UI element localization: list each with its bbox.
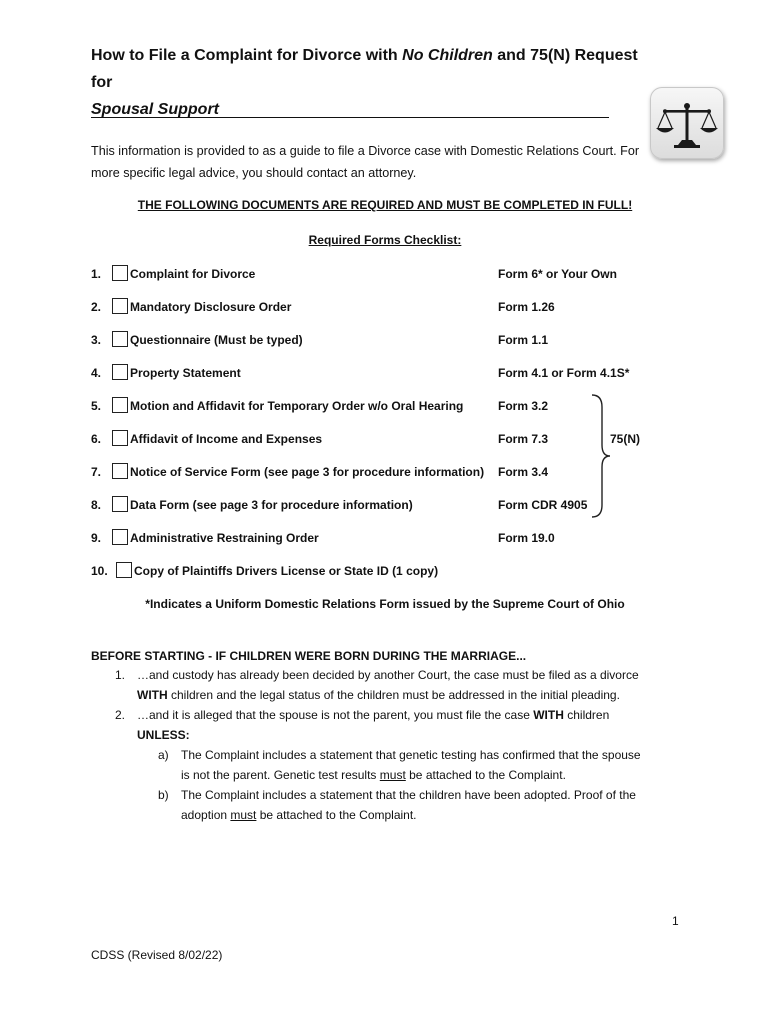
sub-item-text: adoption must be attached to the Complaint. — [181, 808, 417, 822]
checkbox[interactable] — [112, 265, 128, 281]
footnote: *Indicates a Uniform Domestic Relations Form issued by the Supreme Court of Ohio — [145, 597, 625, 611]
intro-paragraph: This information is provided to as a guide to file a Divorce case with Domestic Relations Court. For more specific legal advice, you should contact an attorney. — [91, 144, 640, 180]
footer-revision: CDSS (Revised 8/02/22) — [91, 948, 223, 962]
checkbox[interactable] — [112, 397, 128, 413]
before-starting-heading: BEFORE STARTING - IF CHILDREN WERE BORN DURING THE MARRIAGE... — [91, 649, 527, 663]
checklist-item: 1. Complaint for Divorce Form 6* or Your Own — [91, 267, 617, 281]
sub-item-text: The Complaint includes a statement that the children have been adopted. Proof of the — [181, 788, 636, 802]
checklist-item: 6. Affidavit of Income and Expenses Form 7.3 — [91, 432, 549, 446]
scales-of-justice-icon — [650, 87, 724, 159]
checklist-item: 3. Questionnaire (Must be typed) Form 1.1 — [91, 333, 549, 347]
unless-label: UNLESS: — [137, 728, 190, 742]
sub-item-text: is not the parent. Genetic test results must be attached to the Complaint. — [181, 768, 566, 782]
list-item-text: …and custody has already been decided by another Court, the case must be filed as a divorce — [137, 668, 639, 682]
checklist-item: 7. Notice of Service Form (see page 3 for procedure information) Form 3.4 — [91, 465, 549, 479]
required-notice: THE FOLLOWING DOCUMENTS ARE REQUIRED AND MUST BE COMPLETED IN FULL! — [137, 198, 633, 212]
list-item-text: WITH children and the legal status of the children must be addressed in the initial pleading. — [137, 688, 620, 702]
sub-item-text: The Complaint includes a statement that genetic testing has confirmed that the spouse — [181, 748, 641, 762]
checklist-item: 8. Data Form (see page 3 for procedure information) Form CDR 4905 — [91, 498, 588, 512]
checklist-item: 4. Property Statement Form 4.1 or Form 4.1S* — [91, 366, 630, 380]
sub-letter: a) — [158, 748, 169, 762]
document-title: How to File a Complaint for Divorce with No Children and 75(N) Request for Spousal Support — [91, 47, 638, 118]
checklist-item: 10. Copy of Plaintiffs Drivers License or State ID (1 copy) — [91, 564, 439, 578]
page-number: 1 — [672, 914, 679, 928]
checklist-item: 5. Motion and Affidavit for Temporary Order w/o Oral Hearing Form 3.2 — [91, 399, 549, 413]
checkbox[interactable] — [112, 364, 128, 380]
checklist-item: 9. Administrative Restraining Order Form 19.0 — [91, 531, 555, 545]
brace-label: 75(N) — [610, 432, 641, 446]
checklist-title: Required Forms Checklist: — [308, 233, 462, 247]
checklist-item: 2. Mandatory Disclosure Order Form 1.26 — [91, 300, 555, 314]
sub-letter: b) — [158, 788, 169, 802]
checkbox[interactable] — [112, 496, 128, 512]
list-number: 2. — [115, 708, 126, 722]
checkbox[interactable] — [112, 331, 128, 347]
checkbox[interactable] — [116, 562, 132, 578]
checkbox[interactable] — [112, 529, 128, 545]
checkbox[interactable] — [112, 298, 128, 314]
list-number: 1. — [115, 668, 126, 682]
checkbox[interactable] — [112, 463, 128, 479]
right-brace-icon — [590, 393, 614, 519]
title-underline — [91, 117, 609, 118]
checkbox[interactable] — [112, 430, 128, 446]
list-item-text: …and it is alleged that the spouse is not the parent, you must file the case WITH children — [137, 708, 610, 722]
